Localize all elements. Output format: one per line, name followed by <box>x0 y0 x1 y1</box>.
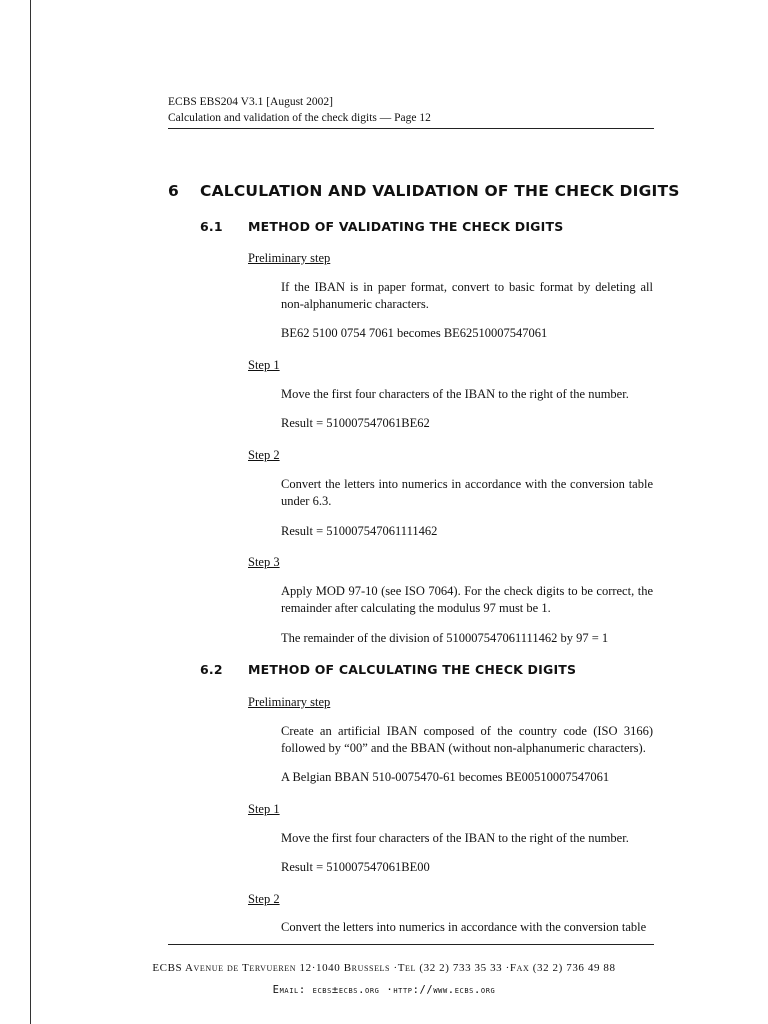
s62-step1-label: Step 1 <box>248 802 280 816</box>
s61-prelim-example: BE62 5100 0754 7061 becomes BE62510007547061 <box>281 326 548 340</box>
page-left-border <box>30 0 31 1024</box>
s61-step2-label: Step 2 <box>248 448 280 462</box>
header-doc-id: ECBS EBS204 V3.1 [August 2002] <box>168 96 333 108</box>
footer-rule <box>168 944 654 945</box>
s61-step3-text: Apply MOD 97-10 (see ISO 7064). For the check digits to be correct, the remainder after calculating the modulus 97 must be 1. <box>281 584 653 615</box>
s62-step2-text: Convert the letters into numerics in accordance with the conversion table <box>281 920 647 934</box>
section-number: 6 <box>168 182 179 200</box>
section-title: CALCULATION AND VALIDATION OF THE CHECK DIGITS <box>200 182 680 200</box>
header-rule <box>168 128 654 129</box>
s61-prelim-label: Preliminary step <box>248 251 331 265</box>
s61-step3-result: The remainder of the division of 510007547061111462 by 97 = 1 <box>281 631 609 645</box>
s61-step1-label: Step 1 <box>248 358 280 372</box>
subsection-6-2-number: 6.2 <box>200 662 223 677</box>
s62-step1-text: Move the first four characters of the IBAN to the right of the number. <box>281 831 629 845</box>
s62-prelim-text: Create an artificial IBAN composed of the country code (ISO 3166) followed by “00” and the BBAN (without non-alphanumeric characters). <box>281 724 653 755</box>
s62-step2-label: Step 2 <box>248 892 280 906</box>
s62-step1-result: Result = 510007547061BE00 <box>281 860 430 874</box>
s61-step2-text: Convert the letters into numerics in accordance with the conversion table under 6.3. <box>281 477 653 508</box>
s62-prelim-label: Preliminary step <box>248 695 331 709</box>
footer-address: ECBS Avenue de Tervueren 12·1040 Brussels ·Tel (32 2) 733 35 33 ·Fax (32 2) 736 49 88 <box>152 962 616 974</box>
footer-contact: Email: ecbs±ecbs.org ·http://www.ecbs.org <box>272 984 496 996</box>
s62-prelim-example: A Belgian BBAN 510-0075470-61 becomes BE00510007547061 <box>281 770 610 784</box>
subsection-6-1-number: 6.1 <box>200 219 223 234</box>
s61-step1-result: Result = 510007547061BE62 <box>281 416 430 430</box>
s61-step1-text: Move the first four characters of the IBAN to the right of the number. <box>281 387 629 401</box>
s61-step2-result: Result = 510007547061111462 <box>281 524 438 538</box>
s61-prelim-text: If the IBAN is in paper format, convert to basic format by deleting all non-alphanumeric characters. <box>281 280 653 311</box>
subsection-6-2-title: METHOD OF CALCULATING THE CHECK DIGITS <box>248 662 577 677</box>
subsection-6-1-title: METHOD OF VALIDATING THE CHECK DIGITS <box>248 219 564 234</box>
header-subtitle: Calculation and validation of the check digits — Page 12 <box>168 112 431 124</box>
s61-step3-label: Step 3 <box>248 555 280 569</box>
